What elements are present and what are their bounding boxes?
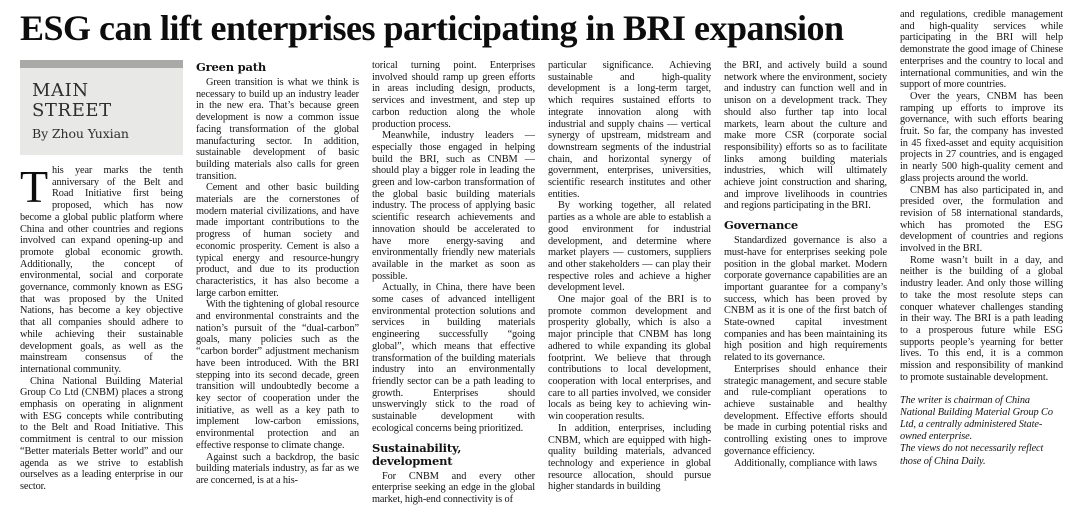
paragraph: Green transition is what we think is necessary to build up an industry leader in the new era. That’s because green development is now a common issue facing transformation of the global manufacturing sector. In addition, sustainable development of basic building materials also calls for green transition. xyxy=(196,77,359,182)
paragraph: Standardized governance is also a must-have for enterprises seeking pole position in the global market. Modern corporate governance capabilities are an important guarantee for a company’s success, which has been proved by CNBM as it is one of the first batch of State-owned capital investment companies and has been maintaining its high position and high requirements related to its governance. xyxy=(724,235,887,364)
paragraph: This year marks the tenth anniversary of the Belt and Road Initiative first being proposed, which has now become a global public platform where China and other countries and regions involved can expand opening-up and promote global economic growth. Additionally, the concept of environmental, social and corporate governance, commonly known as ESG that was proposed by the United Nations, has become a key objective that all companies should adhere to while achieving their sustainable development goals, as well as the mainstream consensus of the international community. xyxy=(20,161,183,375)
drop-cap: T xyxy=(20,161,48,212)
article-column-1 xyxy=(20,60,183,529)
paragraph: Additionally, compliance with laws xyxy=(734,457,877,469)
paragraph: By working together, all related parties as a whole are able to establish a good environment for industrial development, and determine where market players — customers, suppliers and other stakeholders — can play their respective roles and achieve a higher development level. xyxy=(548,200,711,294)
paragraph: Actually, in China, there have been some cases of advanced intelligent environmental protection solutions and services in building materials engineering successfully “going global”, which means that effective transformation of the building materials industry into an environmentally friendly sector can be a path leading to growth. Enterprises should unswervingly stick to the road of sustainable development with ecological concerns being prioritized. xyxy=(372,282,535,434)
paragraph: Rome wasn’t built in a day, and neither is the building of a global industry leader. And only those willing to take the most resolute steps can conquer whatever challenges standing in their way. The BRI is a path leading to a prosperous future while ESG supports people’s yearning for better lives. To this end, it is a common mission and responsibility of mankind to promote sustainable development. xyxy=(900,254,1063,383)
paragraph: Cement and other basic building materials are the cornerstones of modern material civilizations, and have made important contributions to the progress of human society and economic prosperity. Cement is also a typical energy and resource-hungry product, and due to its production characteristics, it has also become a large carbon emitter. xyxy=(196,182,359,299)
byline-inner xyxy=(20,68,183,155)
byline-box xyxy=(20,60,183,155)
paragraph: Meanwhile, industry leaders — especially those engaged in helping build the BRI, such as CNBM — should play a bigger role in leading the green and low-carbon transformation of the global basic building materials industry. The process of applying basic scientific research achievements and innovation should be accelerated to have more energy-saving and environmentally friendly new materials available in the market as soon as possible. xyxy=(372,130,535,282)
paragraph: In addition, enterprises, including CNBM, which are equipped with high-quality building materials, advanced technology and experience in global resource allocation, should pursue higher standards in building xyxy=(548,422,711,493)
paragraph: Against such a backdrop, the basic building materials industry, as far as we are concerned, is at a his- xyxy=(196,451,359,486)
paragraph: For CNBM and every other enterprise seeking an edge in the global market, high-end connectivity is of xyxy=(372,470,535,505)
article-headline: ESG can lift enterprises participating in BRI expansion xyxy=(20,8,844,48)
column-text xyxy=(20,161,183,493)
section-heading: Sustainability, development xyxy=(372,440,462,468)
paragraph: the BRI, and actively build a sound network where the environment, society and industry can function well and in unison on a development track. They should also further tap into local markets, learn about the culture and make more CSR (corporate social responsibility) efforts so as to facilitate links among building materials industries, which will ultimately achieve joint construction and sharing, and improve livelihoods in countries and regions participating in the BRI. xyxy=(724,60,887,212)
column-kicker: MAIN STREET xyxy=(32,80,112,121)
writer-credit: The views do not necessarily reflect those of China Daily. xyxy=(900,443,1044,467)
paragraph: With the tightening of global resource and environmental constraints and the nation’s pursuit of the “dual-carbon” goals, many policies such as the “carbon border” adjustment mechanism have been introduced. With the BRI stepping into its second decade, green transition will undoubtedly become a key sector of cooperation under the initiative, as well as a key path to implement low-carbon emissions, environmental protection and an effective response to climate change. xyxy=(196,299,359,451)
article-column-5 xyxy=(724,60,887,529)
paragraph: CNBM has also participated in, and presided over, the formulation and revision of 58 international standards, which has promoted the ESG development of countries and regions involved in the BRI. xyxy=(900,184,1063,255)
article-column-6 xyxy=(900,6,1063,529)
paragraph: One major goal of the BRI is to promote common development and prosperity globally, which is also a major principle that CNBM has long adhered to while expanding its global footprint. We believe that through contributions to local development, cooperation with local enterprises, and care to all parties involved, we consider locals as being key to achieving win-win cooperation results. xyxy=(548,294,711,423)
paragraph: Over the years, CNBM has been ramping up efforts to improve its governance, with such efforts bearing fruit. So far, the company has invested in 45 fixed-asset and equity acquisition projects in 27 countries, and is engaged in nearly 500 high-quality cement and glass projects around the world. xyxy=(900,90,1063,184)
writer-credit: The writer is chairman of China National Building Material Group Co Ltd, a centrally administered State-owned enterprise. xyxy=(900,394,1053,443)
section-heading: Governance xyxy=(724,218,799,233)
article-column-4 xyxy=(548,60,711,529)
byline-top-bar xyxy=(20,60,183,68)
paragraph: China National Building Material Group Co Ltd (CNBM) places a strong emphasis on operating in alignment with ESG concepts while contributing to the Belt and Road Initiative. This commitment is central to our mission “Better materials Better world” and our agenda as we strive to establish ourselves as a leading enterprise in our sector. xyxy=(20,375,183,492)
paragraph: and regulations, credible management and high-quality services while participating in the BRI will help demonstrate the good image of Chinese enterprises and the country to local and international communities, and win the support of more countries. xyxy=(900,9,1063,91)
section-heading: Green path xyxy=(196,60,267,74)
paragraph: Enterprises should enhance their strategic management, and secure stable and rule-compliant operations to achieve sustainable and healthy development. Effective efforts should be made in curbing potential risks and controlling existing ones to improve governance efficiency. xyxy=(724,363,887,457)
article-column-3 xyxy=(372,60,535,529)
byline-author: By Zhou Yuxian xyxy=(32,126,129,141)
article-column-2 xyxy=(196,60,359,529)
paragraph: particular significance. Achieving sustainable and high-quality development is a long-term target, which requires sustained efforts to integrate innovation along with industrial and supply chains — vertical synergy of upstream, midstream and downstream segments of the industrial chain, and horizontal synergy of government, enterprises, universities, scientific research institutes and other entities. xyxy=(548,60,711,200)
paragraph: torical turning point. Enterprises involved should ramp up green efforts in areas including design, products, services and investment, and step up carbon reduction along the whole production process. xyxy=(372,60,535,130)
article-grid xyxy=(20,6,1063,529)
